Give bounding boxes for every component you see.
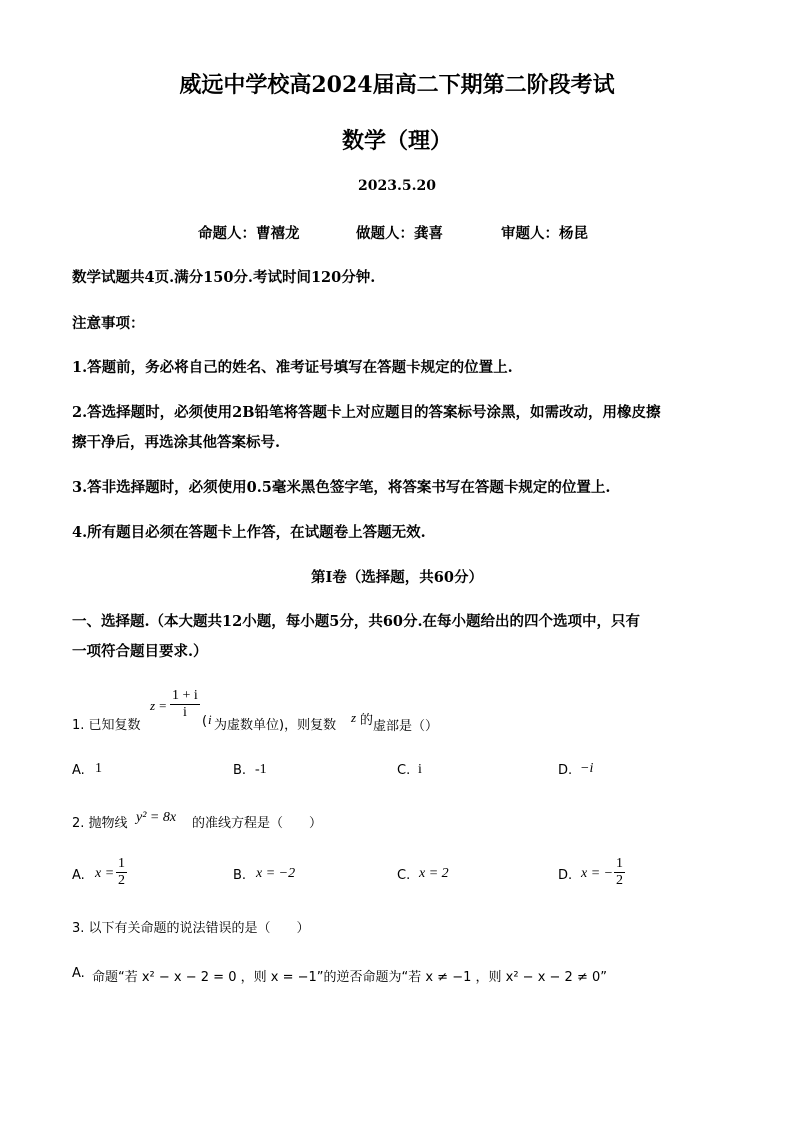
- q1-tail: 虚部是（）: [373, 719, 439, 734]
- q2-option-b-value: x = −2: [256, 866, 296, 881]
- q2-option-b-label: B.: [233, 868, 247, 883]
- q2-prefix: 2. 抛物线: [72, 816, 128, 831]
- q1-i-symbol: i: [208, 712, 212, 727]
- q1-option-a-value: 1: [95, 761, 102, 776]
- q2-option-a-label: A.: [72, 868, 85, 883]
- q2-option-a-pre: x =: [95, 866, 115, 881]
- exam-intro: 数学试题共4页.满分150分.考试时间120分钟.: [72, 269, 376, 286]
- author-label: 命题人：曹禧龙: [198, 225, 300, 242]
- notice-item-4: 4.所有题目必须在答题卡上作答，在试题卷上答题无效.: [72, 524, 426, 541]
- q1-de: 的: [360, 713, 374, 728]
- q2-option-a-fraction: [116, 856, 127, 889]
- q1-option-a-label: A.: [72, 763, 85, 778]
- q1-z: z: [351, 710, 357, 725]
- q3-stem: 3. 以下有关命题的说法错误的是（ ）: [72, 921, 310, 936]
- q1-option-c-value: i: [418, 762, 422, 777]
- q2-equation: y² = 8x: [136, 810, 177, 825]
- section-instruction-line2: 一项符合题目要求.）: [72, 643, 208, 660]
- q1-fraction-den: i: [182, 705, 187, 720]
- q2-option-c-label: C.: [397, 868, 411, 883]
- q2-option-d-fraction: [614, 856, 625, 889]
- maker-label: 做题人：龚喜: [356, 225, 443, 242]
- q2-option-d-pre: x = −: [581, 866, 614, 881]
- q1-paren: (: [202, 714, 208, 729]
- q1-option-d-value: −i: [580, 761, 594, 776]
- q1-option-c-label: C.: [397, 763, 411, 778]
- q2-tail: 的准线方程是（ ）: [192, 816, 323, 831]
- part1-title: 第I卷（选择题，共60分）: [311, 569, 483, 586]
- q1-option-d-label: D.: [558, 763, 573, 778]
- q1-prefix: 1. 已知复数: [72, 718, 141, 733]
- q2-option-a-den: 2: [118, 873, 125, 888]
- q2-option-d-label: D.: [558, 868, 573, 883]
- notice-heading: 注意事项：: [72, 315, 145, 332]
- notice-item-2: 2.答选择题时，必须使用2B铅笔将答题卡上对应题目的答案标号涂黑，如需改动，用橡皮擦: [72, 404, 661, 421]
- q2-option-d-den: 2: [616, 873, 623, 888]
- q1-fraction: [170, 688, 200, 721]
- q1-mid: 为虚数单位)，则复数: [214, 718, 337, 733]
- section-instruction-line1: 一、选择题.（本大题共12小题，每小题5分，共60分.在每小题给出的四个选项中，只有: [72, 613, 641, 630]
- q3-option-a-text: 命题“若 x² − x − 2 = 0 ，则 x = −1”的逆否命题为“若 x ≠ −1 ，则 x² − x − 2 ≠ 0”: [92, 970, 607, 985]
- q2-option-d-num: 1: [616, 856, 623, 871]
- subject-title: 数学（理）: [341, 128, 452, 154]
- q2-option-c-value: x = 2: [419, 866, 449, 881]
- exam-title: 威远中学校高2024届高二下期第二阶段考试: [179, 72, 615, 98]
- notice-item-2-cont: 擦干净后，再选涂其他答案标号.: [72, 434, 281, 451]
- q1-option-b-value: -1: [255, 762, 267, 777]
- notice-item-3: 3.答非选择题时，必须使用0.5毫米黑色签字笔，将答案书写在答题卡规定的位置上.: [72, 479, 611, 496]
- exam-date: 2023.5.20: [358, 178, 436, 194]
- q2-option-a-num: 1: [118, 856, 125, 871]
- q1-z-eq: z =: [150, 698, 168, 713]
- q1-option-b-label: B.: [233, 763, 247, 778]
- q3-option-a-label: A.: [72, 966, 85, 981]
- q1-fraction-num: 1 + i: [172, 688, 198, 703]
- reviewer-label: 审题人：杨昆: [501, 225, 588, 242]
- notice-item-1: 1.答题前，务必将自己的姓名、准考证号填写在答题卡规定的位置上.: [72, 359, 513, 376]
